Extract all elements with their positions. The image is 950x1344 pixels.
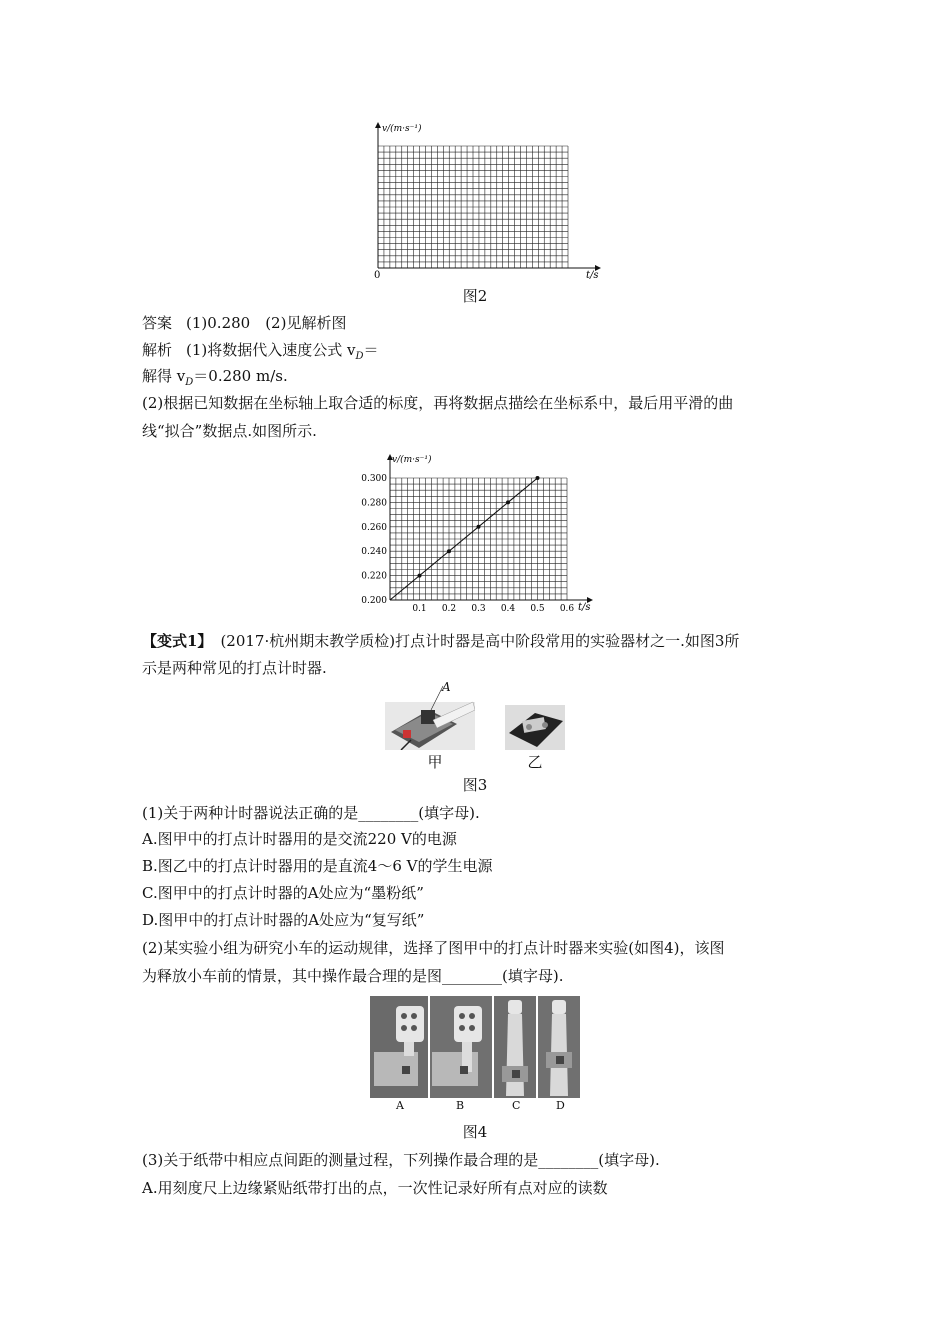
variant-line-1 [142, 631, 739, 651]
chart-data-point [447, 549, 451, 553]
chart-x-tick-label: 0.5 [530, 604, 545, 614]
chart-y-tick-label: 0.200 [361, 596, 387, 606]
chart-y-tick-label: 0.220 [361, 571, 387, 582]
q3-option-a: A.用刻度尺上边缘紧贴纸带打出的点，一次性记录好所有点对应的读数 [142, 1179, 608, 1197]
chart-x-tick-label: 0.6 [559, 604, 575, 614]
analysis-line-4: 线“拟合”数据点.如图所示. [142, 422, 317, 440]
analysis-sub-1: D [355, 351, 364, 362]
velocity-time-chart [352, 452, 597, 622]
analysis-line-2 [142, 366, 288, 393]
figure2-xlabel: t/s [586, 270, 599, 280]
figure4-photo-b [430, 996, 492, 1098]
figure2-origin: 0 [374, 270, 381, 280]
q2-line-2: 为释放小车前的情景，其中操作最合理的是图________(填字母). [142, 967, 564, 985]
analysis-label: 解析 [142, 341, 173, 359]
figure3-label-yi: 乙 [527, 753, 543, 771]
figure3-caption: 图3 [462, 776, 488, 794]
figure4-label-c: C [512, 1099, 521, 1112]
analysis-sub-2: D [185, 377, 194, 388]
figure2-empty-grid [360, 120, 610, 280]
q2-line-1: (2)某实验小组为研究小车的运动规律，选择了图甲中的打点计时器来实验(如图4)，该图 [142, 939, 725, 957]
q1-option-d: D.图甲中的打点计时器的A处应为“复写纸” [142, 911, 425, 929]
timer-jia-photo [385, 680, 475, 750]
chart-x-tick-label: 0.4 [500, 604, 516, 614]
figure3-label-jia: 甲 [427, 753, 443, 771]
chart-xlabel: t/s [578, 602, 591, 613]
chart-y-tick-label: 0.280 [361, 498, 387, 509]
chart-x-tick-label: 0.1 [412, 604, 427, 614]
figure4-photo-d [538, 996, 580, 1098]
figure2-caption: 图2 [462, 287, 488, 305]
figure2-ylabel: v/(m·s⁻¹) [382, 124, 422, 134]
figure4-photo-c [494, 996, 536, 1098]
timer-yi-photo [505, 705, 565, 750]
analysis-tail-1: ＝ [363, 341, 379, 359]
analysis-tail-2: ＝0.280 m/s. [193, 367, 288, 385]
chart-data-point [536, 476, 540, 480]
chart-ylabel: v/(m·s⁻¹) [392, 455, 432, 465]
chart-data-point [506, 500, 510, 504]
chart-y-tick-label: 0.300 [361, 474, 387, 484]
figure4-photo-a [370, 996, 428, 1098]
answer-line [142, 313, 346, 333]
figure4-caption: 图4 [462, 1123, 488, 1141]
chart-x-tick-label: 0.2 [441, 604, 457, 614]
analysis-text-2: 解得 v [142, 367, 186, 385]
figure4-label-a: A [396, 1099, 404, 1112]
answer-text: (1)0.280 (2)见解析图 [186, 314, 347, 332]
figure4-label-b: B [456, 1099, 465, 1112]
chart-x-tick-label: 0.3 [471, 604, 486, 614]
q1-option-c: C.图甲中的打点计时器的A处应为“墨粉纸” [142, 884, 424, 902]
chart-y-tick-label: 0.240 [361, 547, 387, 558]
figure4-label-d: D [556, 1099, 565, 1112]
variant-title: 【变式1】 [142, 632, 213, 650]
chart-data-point [418, 574, 422, 578]
variant-text-1: (2017·杭州期末教学质检)打点计时器是高中阶段常用的实验器材之一.如图3所 [220, 632, 740, 650]
q3-stem: (3)关于纸带中相应点间距的测量过程，下列操作最合理的是________(填字母). [142, 1151, 660, 1169]
variant-line-2: 示是两种常见的打点计时器. [142, 659, 327, 677]
q1-option-b: B.图乙中的打点计时器用的是直流4～6 V的学生电源 [142, 857, 493, 875]
answer-label: 答案 [142, 314, 173, 332]
q1-stem: (1)关于两种计时器说法正确的是________(填字母). [142, 804, 480, 822]
chart-y-tick-label: 0.260 [361, 522, 387, 533]
analysis-text-1: (1)将数据代入速度公式 v [186, 341, 356, 359]
chart-data-point [477, 525, 481, 529]
figure4-photos [370, 996, 580, 1098]
analysis-line-1 [142, 340, 379, 367]
figure3-label-a: A [442, 680, 451, 694]
analysis-line-3: (2)根据已知数据在坐标轴上取合适的标度，再将数据点描绘在坐标系中，最后用平滑的曲 [142, 394, 734, 412]
q1-option-a: A.图甲中的打点计时器用的是交流220 V的电源 [142, 830, 457, 848]
figure4-labels [370, 1099, 580, 1113]
